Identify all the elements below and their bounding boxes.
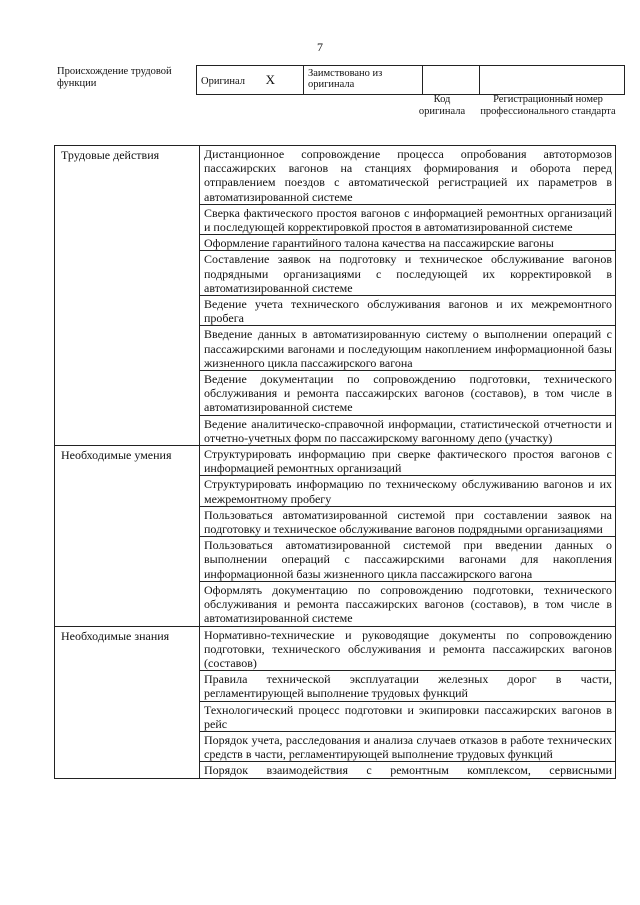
section-item: Структурировать информацию при сверке фактического простоя вагонов с информацией ремонтных организаций — [200, 446, 616, 476]
section-item: Введение данных в автоматизированную систему о выполнении операций с пассажирскими вагонами и последующим накоплением информационной базы жизненного цикла пассажирского вагона — [200, 326, 616, 371]
section-item: Оформлять документацию по сопровождению подготовки, технического обслуживания и ремонта пассажирских вагонов (составов), в том числе в автоматизированной системе — [200, 581, 616, 626]
origin-table — [196, 65, 625, 95]
section-title-required-knowledge: Необходимые знания — [55, 626, 200, 778]
section-item: Сверка фактического простоя вагонов с информацией ремонтных организаций и последующей корректировкой простоя в автоматизированной системе — [200, 204, 616, 234]
origin-label: Происхождение трудовой функции — [57, 66, 172, 89]
table-row — [55, 446, 616, 476]
original-label: Оригинал — [201, 76, 245, 87]
section-item: Технологический процесс подготовки и экипировки пассажирских вагонов в рейс — [200, 701, 616, 731]
section-item: Дистанционное сопровождение процесса опробования автотормозов пассажирских вагонов на станциях формирования и оборота перед отправлением поездов с автоматической регистрацией их параметров в автоматизированной системе — [200, 146, 616, 205]
function-table — [54, 145, 616, 779]
code-cell — [423, 66, 480, 95]
original-mark: X — [265, 72, 276, 87]
section-item: Порядок учета, расследования и анализа случаев отказов в работе технических средств в части, регламентирующей выполнение трудовых функций — [200, 731, 616, 761]
borrowed-cell: Заимствовано из оригинала — [304, 66, 423, 95]
section-item: Структурировать информацию по техническому обслуживанию вагонов и их межремонтному пробегу — [200, 476, 616, 506]
section-item: Порядок взаимодействия с ремонтным комплексом, сервисными — [200, 762, 616, 778]
code-caption: Код оригинала — [418, 94, 466, 117]
section-title-labor-actions: Трудовые действия — [55, 146, 200, 446]
section-item: Пользоваться автоматизированной системой при введении данных о выполнении операций с пассажирскими вагонами для накопления информационной базы жизненного цикла пассажирского вагона — [200, 537, 616, 582]
section-item: Ведение документации по сопровождению подготовки, технического обслуживания и ремонта пассажирских вагонов (составов), в том числе в автоматизированной системе — [200, 371, 616, 416]
section-item: Нормативно-технические и руководящие документы по сопровождению подготовки, технического обслуживания и ремонта пассажирских вагонов (составов) — [200, 626, 616, 671]
original-cell — [197, 66, 304, 95]
table-row — [55, 146, 616, 205]
section-item: Ведение аналитическо-справочной информации, статистической отчетности и отчетно-учетных форм по пассажирскому вагонному депо (участку) — [200, 415, 616, 445]
reg-number-caption: Регистрационный номер профессионального стандарта — [480, 94, 616, 117]
section-item: Правила технической эксплуатации железных дорог в части, регламентирующей выполнение трудовых функций — [200, 671, 616, 701]
section-item: Пользоваться автоматизированной системой при составлении заявок на подготовку и техническое обслуживание вагонов подрядными организациями — [200, 506, 616, 536]
section-item: Составление заявок на подготовку и техническое обслуживание вагонов подрядными организациями с последующей их корректировкой в автоматизированной системе — [200, 251, 616, 296]
section-item: Ведение учета технического обслуживания вагонов и их межремонтного пробега — [200, 296, 616, 326]
section-title-required-skills: Необходимые умения — [55, 446, 200, 626]
reg-number-cell — [480, 66, 625, 95]
page-number: 7 — [317, 40, 323, 54]
section-item: Оформление гарантийного талона качества на пассажирские вагоны — [200, 235, 616, 251]
table-row — [55, 626, 616, 671]
